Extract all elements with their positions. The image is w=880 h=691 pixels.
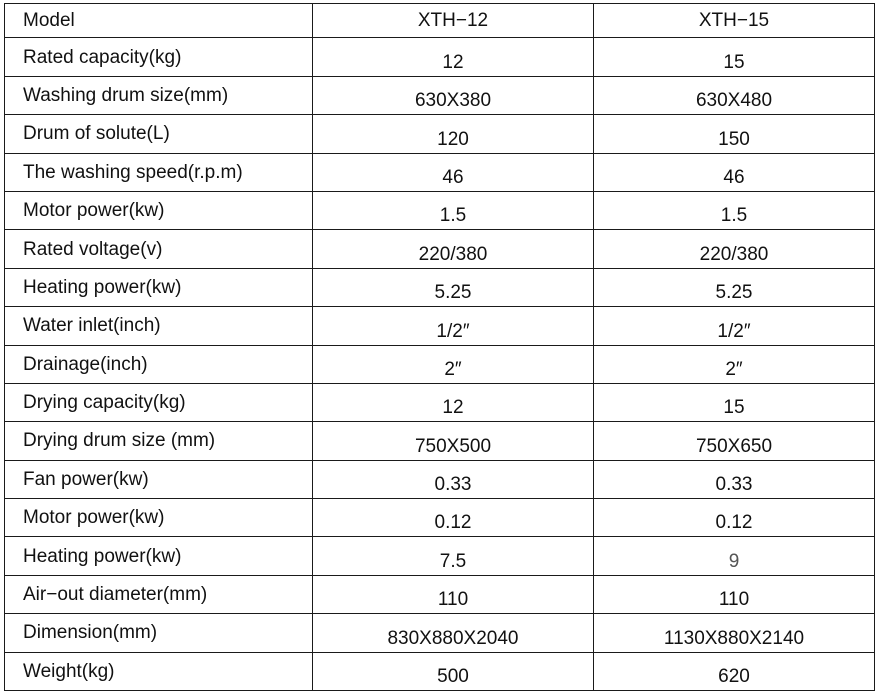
spec-label-cell: Motor power(kw) bbox=[5, 499, 313, 537]
spec-label-cell: Washing drum size(mm) bbox=[5, 76, 313, 114]
xth-15-value-cell: 0.12 bbox=[594, 499, 875, 537]
spec-label-cell: Water inlet(inch) bbox=[5, 307, 313, 345]
spec-label-cell: Air−out diameter(mm) bbox=[5, 575, 313, 613]
table-row bbox=[5, 575, 875, 613]
xth-15-value-cell: 1/2″ bbox=[594, 307, 875, 345]
table-row bbox=[5, 268, 875, 306]
table-row bbox=[5, 460, 875, 498]
spec-label-cell: Rated voltage(v) bbox=[5, 230, 313, 268]
xth-15-value-cell: 1130X880X2140 bbox=[594, 614, 875, 652]
xth-12-value-cell: 110 bbox=[313, 575, 594, 613]
spec-label-cell: Drainage(inch) bbox=[5, 345, 313, 383]
xth-12-value-cell: 630X380 bbox=[313, 76, 594, 114]
spec-label-cell: Motor power(kw) bbox=[5, 191, 313, 229]
xth-12-value-cell: 120 bbox=[313, 115, 594, 153]
table-row bbox=[5, 537, 875, 575]
spec-table-body bbox=[5, 4, 875, 691]
xth-12-value-cell: 5.25 bbox=[313, 268, 594, 306]
xth-12-value-cell: 0.12 bbox=[313, 499, 594, 537]
table-row bbox=[5, 153, 875, 191]
table-row bbox=[5, 115, 875, 153]
table-row bbox=[5, 38, 875, 76]
xth-12-value-cell: 7.5 bbox=[313, 537, 594, 575]
xth-15-value-cell: 750X650 bbox=[594, 422, 875, 460]
xth-15-value-cell: 1.5 bbox=[594, 191, 875, 229]
spec-label-cell: Drying capacity(kg) bbox=[5, 383, 313, 421]
xth-15-value-cell: 150 bbox=[594, 115, 875, 153]
xth-15-value-cell: 9 bbox=[594, 537, 875, 575]
xth-12-value-cell: 2″ bbox=[313, 345, 594, 383]
xth-12-value-cell: 46 bbox=[313, 153, 594, 191]
header-cell-xth-12: XTH−12 bbox=[313, 4, 594, 38]
spec-label-cell: Rated capacity(kg) bbox=[5, 38, 313, 76]
xth-12-value-cell: 12 bbox=[313, 38, 594, 76]
xth-15-value-cell: 15 bbox=[594, 383, 875, 421]
xth-15-value-cell: 5.25 bbox=[594, 268, 875, 306]
table-row bbox=[5, 230, 875, 268]
xth-12-value-cell: 500 bbox=[313, 652, 594, 690]
spec-label-cell: Dimension(mm) bbox=[5, 614, 313, 652]
table-row bbox=[5, 422, 875, 460]
table-header-row bbox=[5, 4, 875, 38]
xth-15-value-cell: 110 bbox=[594, 575, 875, 613]
spec-label-cell: Weight(kg) bbox=[5, 652, 313, 690]
table-row bbox=[5, 307, 875, 345]
xth-12-value-cell: 750X500 bbox=[313, 422, 594, 460]
xth-12-value-cell: 1/2″ bbox=[313, 307, 594, 345]
spec-label-cell: Drying drum size (mm) bbox=[5, 422, 313, 460]
header-cell-model: Model bbox=[5, 4, 313, 38]
table-row bbox=[5, 383, 875, 421]
spec-label-cell: Drum of solute(L) bbox=[5, 115, 313, 153]
table-row bbox=[5, 345, 875, 383]
xth-12-value-cell: 0.33 bbox=[313, 460, 594, 498]
spec-label-cell: The washing speed(r.p.m) bbox=[5, 153, 313, 191]
table-row bbox=[5, 499, 875, 537]
xth-15-value-cell: 2″ bbox=[594, 345, 875, 383]
xth-12-value-cell: 1.5 bbox=[313, 191, 594, 229]
xth-12-value-cell: 12 bbox=[313, 383, 594, 421]
xth-15-value-cell: 620 bbox=[594, 652, 875, 690]
spec-label-cell: Heating power(kw) bbox=[5, 268, 313, 306]
spec-table bbox=[4, 3, 875, 691]
xth-15-value-cell: 0.33 bbox=[594, 460, 875, 498]
table-row bbox=[5, 652, 875, 690]
table-row bbox=[5, 191, 875, 229]
table-row bbox=[5, 76, 875, 114]
xth-15-value-cell: 220/380 bbox=[594, 230, 875, 268]
xth-15-value-cell: 15 bbox=[594, 38, 875, 76]
spec-label-cell: Heating power(kw) bbox=[5, 537, 313, 575]
table-row bbox=[5, 614, 875, 652]
xth-12-value-cell: 220/380 bbox=[313, 230, 594, 268]
header-cell-xth-15: XTH−15 bbox=[594, 4, 875, 38]
xth-12-value-cell: 830X880X2040 bbox=[313, 614, 594, 652]
spec-label-cell: Fan power(kw) bbox=[5, 460, 313, 498]
xth-15-value-cell: 630X480 bbox=[594, 76, 875, 114]
xth-15-value-cell: 46 bbox=[594, 153, 875, 191]
